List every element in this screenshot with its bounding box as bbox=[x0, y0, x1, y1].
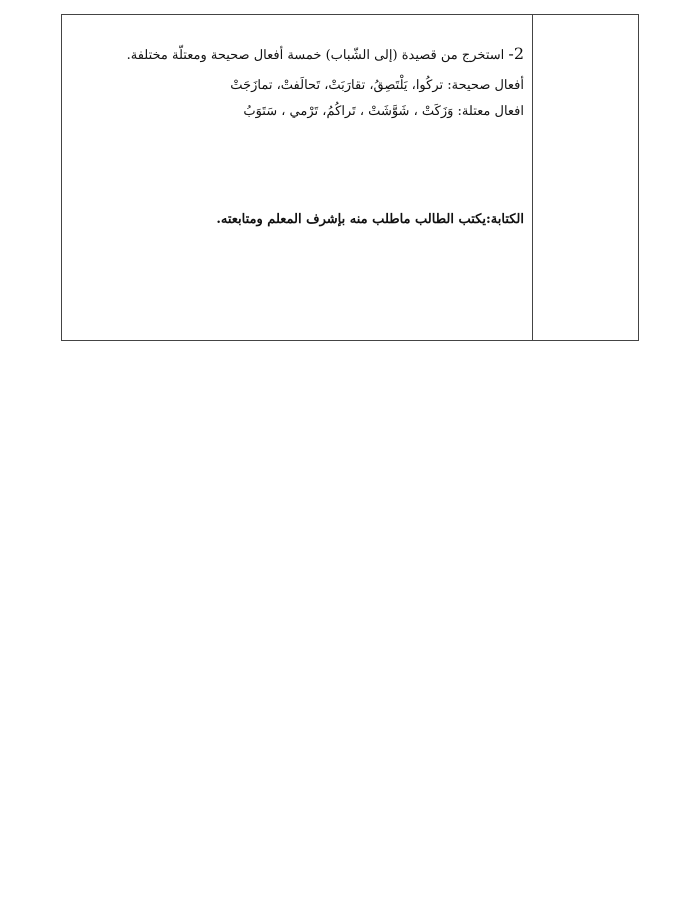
weak-verbs-line: افعال معتلة: وَزَكَتْ ، شَوَّشَتْ ، تَراكُمُ، تَرْمي ، سَتَوَبُ bbox=[243, 104, 524, 119]
lesson-table bbox=[61, 14, 639, 341]
exercise-number: 2- bbox=[508, 44, 524, 63]
content-cell bbox=[62, 15, 532, 340]
side-column bbox=[532, 15, 638, 340]
writing-instruction: الكتابة:يكتب الطالب ماطلب منه بإشرف المعلم ومتابعته. bbox=[216, 212, 524, 227]
exercise-instruction-line bbox=[127, 45, 524, 65]
sound-verbs-line: أفعال صحيحة: تركُوا، يَلْتَصِقُ، تقارَبَتْ، تَحالَفتْ، تمازَجَتْ bbox=[230, 78, 524, 93]
exercise-instruction: استخرج من قصيدة (إلى الشّباب) خمسة أفعال صحيحة ومعتلّة مختلفة. bbox=[126, 48, 505, 63]
